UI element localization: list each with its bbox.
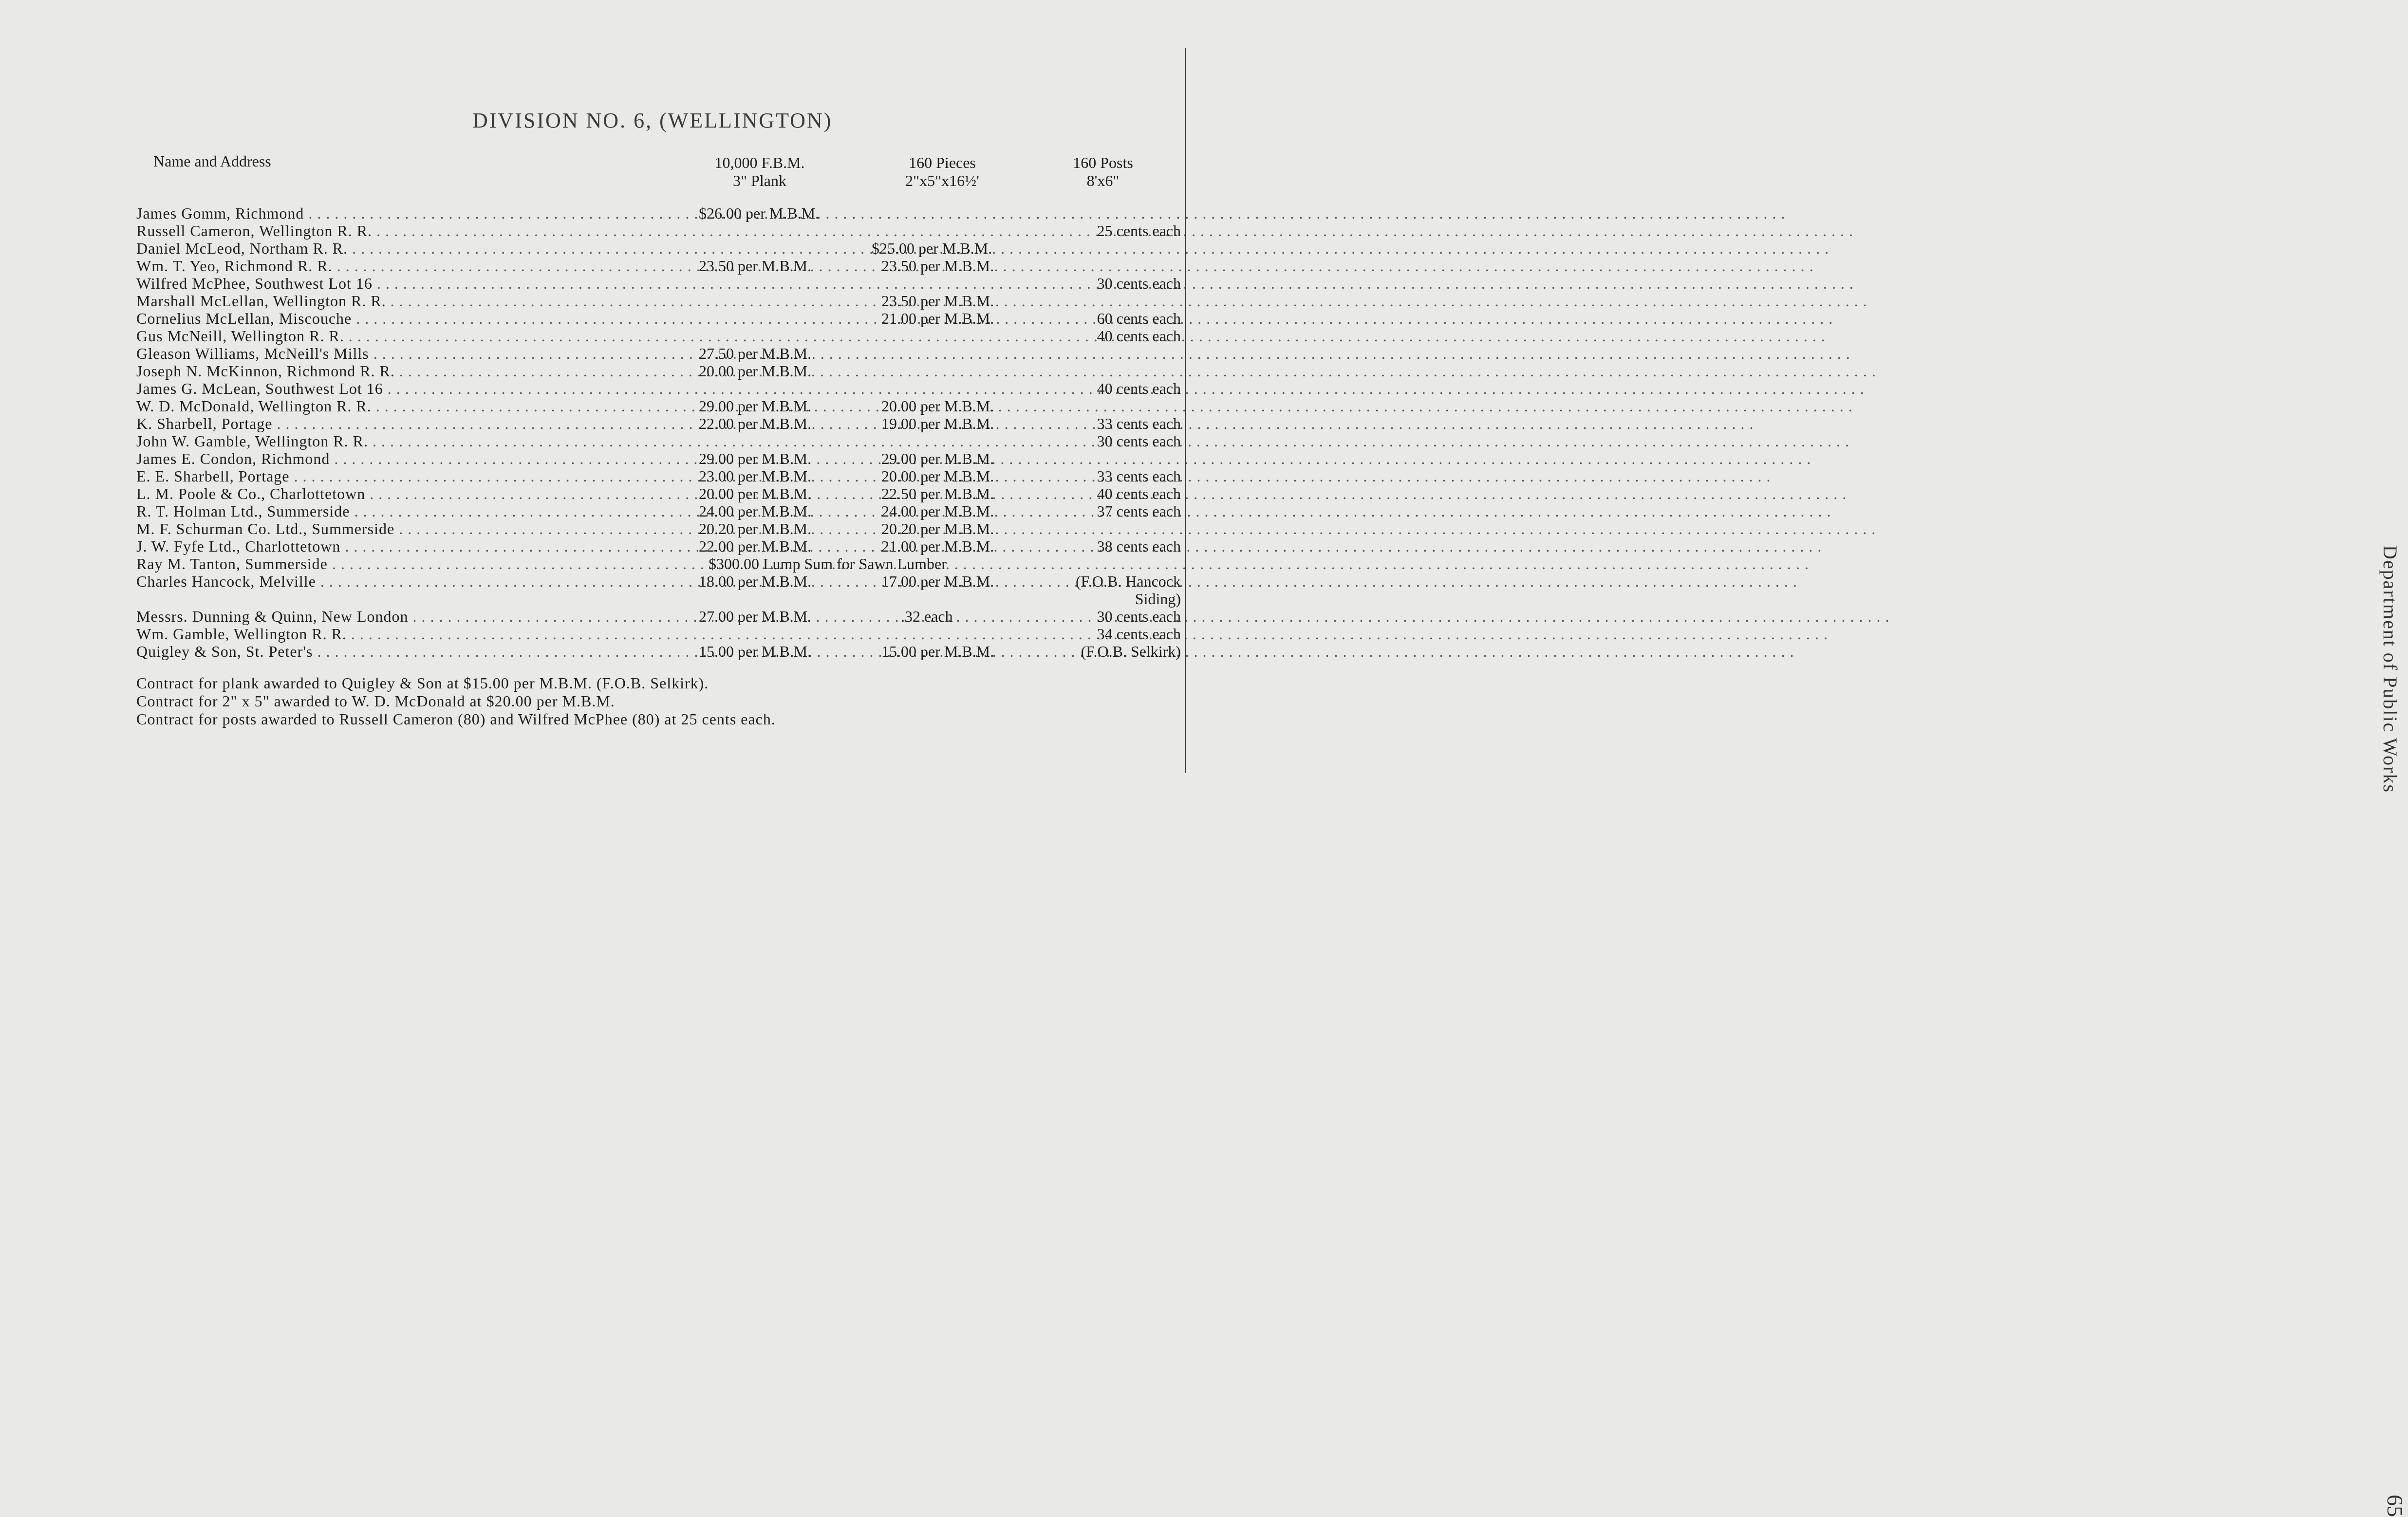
row-posts: (F.O.B. Selkirk) xyxy=(1081,643,1181,660)
table-row xyxy=(136,520,1169,537)
row-pieces: 20.20 per M.B.M. xyxy=(881,520,994,537)
row-name: James G. McLean, Southwest Lot 16 . . . xyxy=(136,380,648,397)
row-name: L. M. Poole & Co., Charlottetown . . . xyxy=(136,485,648,502)
header-posts xyxy=(1047,154,1159,190)
row-name: Charles Hancock, Melville . . . xyxy=(136,573,648,590)
row-posts: 40 cents each xyxy=(1097,327,1181,345)
header-posts-line1: 160 Posts xyxy=(1073,154,1133,171)
row-posts: 30 cents each xyxy=(1097,275,1181,292)
row-plank: 20.20 per M.B.M. xyxy=(699,520,812,537)
row-posts: 38 cents each xyxy=(1097,537,1181,555)
row-posts: 37 cents each xyxy=(1097,502,1181,520)
header-name-label: Name and Address xyxy=(153,152,271,170)
row-pieces: .32 each xyxy=(901,608,953,625)
table-row xyxy=(136,450,1169,467)
row-name: M. F. Schurman Co. Ltd., Summerside . . . xyxy=(136,520,648,537)
header-plank-line1: 10,000 F.B.M. xyxy=(714,154,805,171)
contract-notes xyxy=(136,674,776,728)
row-plank: 27.50 per M.B.M. xyxy=(699,345,812,362)
row-plank: 23.00 per M.B.M. xyxy=(699,467,812,485)
row-name: Daniel McLeod, Northam R. R. . . . xyxy=(136,240,648,257)
row-lump-sum: $300.00 Lump Sum for Sawn Lumber xyxy=(709,555,947,573)
table-row xyxy=(136,292,1169,310)
row-pieces: 15.00 per M.B.M. xyxy=(881,643,994,660)
row-name: Russell Cameron, Wellington R. R. . . . xyxy=(136,222,648,240)
row-name: Wm. Gamble, Wellington R. R. . . . xyxy=(136,625,648,643)
note-plank: Contract for plank awarded to Quigley & Son at $15.00 per M.B.M. (F.O.B. Selkirk). xyxy=(136,674,709,692)
table-row xyxy=(136,257,1169,275)
row-posts: 33 cents each xyxy=(1097,415,1181,432)
row-name: R. T. Holman Ltd., Summerside . . . xyxy=(136,502,648,520)
row-plank: 23.50 per M.B.M. xyxy=(699,257,812,275)
header-plank xyxy=(691,154,828,190)
row-plank: 27.00 per M.B.M. xyxy=(699,608,812,625)
row-pieces: 19.00 per M.B.M. xyxy=(881,415,994,432)
header-pieces-line2: 2"x5"x16½' xyxy=(905,172,979,189)
row-name: Joseph N. McKinnon, Richmond R. R. . . . xyxy=(136,362,648,380)
tender-table xyxy=(136,204,1181,660)
table-row xyxy=(136,643,1181,660)
note-posts: Contract for posts awarded to Russell Cameron (80) and Wilfred McPhee (80) at 25 cents each. xyxy=(136,710,776,728)
row-name: Gus McNeill, Wellington R. R. . . . xyxy=(136,327,648,345)
row-name: John W. Gamble, Wellington R. R. . . . xyxy=(136,432,648,450)
row-name: Wilfred McPhee, Southwest Lot 16 . . . xyxy=(136,275,648,292)
row-posts: (F.O.B. Hancock Siding) xyxy=(1075,573,1181,608)
running-head-text: Department of Public Works xyxy=(2379,545,2401,794)
table-row xyxy=(136,362,1169,380)
row-name: Cornelius McLellan, Miscouche . . . xyxy=(136,310,648,327)
row-name: J. W. Fyfe Ltd., Charlottetown . . . xyxy=(136,537,648,555)
page-title: DIVISION NO. 6, (WELLINGTON) xyxy=(472,109,833,132)
row-pieces: $25.00 per M.B.M. xyxy=(872,240,992,257)
table-row xyxy=(136,415,1181,432)
row-pieces: 24.00 per M.B.M. xyxy=(881,502,994,520)
table-row xyxy=(136,310,1181,327)
table-row xyxy=(136,467,1181,485)
row-pieces: 20.00 per M.B.M. xyxy=(881,467,994,485)
row-pieces: 23.50 per M.B.M. xyxy=(881,292,994,310)
table-row xyxy=(136,555,1169,573)
row-posts: 60 cents each xyxy=(1097,310,1181,327)
row-pieces: 23.50 per M.B.M. xyxy=(881,257,994,275)
table-row xyxy=(136,625,1181,643)
row-name: W. D. McDonald, Wellington R. R. . . . xyxy=(136,397,648,415)
row-posts: 25 cents each xyxy=(1097,222,1181,240)
header-pieces-line1: 160 Pieces xyxy=(909,154,976,171)
row-pieces: 17.00 per M.B.M. xyxy=(881,573,994,590)
row-plank: 22.00 per M.B.M. xyxy=(699,537,812,555)
table-row xyxy=(136,397,1169,415)
table-row xyxy=(136,327,1181,345)
row-name: Wm. T. Yeo, Richmond R. R. . . . xyxy=(136,257,648,275)
row-pieces: 21.00 per M.B.M. xyxy=(881,537,994,555)
table-row xyxy=(136,537,1181,555)
row-name: James E. Condon, Richmond . . . xyxy=(136,450,648,467)
row-name: Messrs. Dunning & Quinn, New London . . . xyxy=(136,608,648,625)
row-plank: 20.00 per M.B.M. xyxy=(699,362,812,380)
page-number: 65 xyxy=(2383,1495,2408,1517)
row-plank: 20.00 per M.B.M. xyxy=(699,485,812,502)
row-posts: 34 cents each xyxy=(1097,625,1181,643)
table-row xyxy=(136,275,1181,292)
row-name: K. Sharbell, Portage . . . xyxy=(136,415,648,432)
table-row xyxy=(136,345,1169,362)
row-posts: 30 cents each xyxy=(1097,432,1181,450)
row-pieces: 21.00 per M.B.M. xyxy=(881,310,994,327)
row-name: Marshall McLellan, Wellington R. R. . . . xyxy=(136,292,648,310)
row-posts: 33 cents each xyxy=(1097,467,1181,485)
table-row xyxy=(136,432,1181,450)
header-name xyxy=(153,152,271,170)
table-row xyxy=(136,380,1181,397)
table-row xyxy=(136,502,1181,520)
row-pieces: 29.00 per M.B.M. xyxy=(881,450,994,467)
row-posts: 40 cents each xyxy=(1097,485,1181,502)
header-posts-line2: 8'x6" xyxy=(1086,172,1120,189)
header-plank-line2: 3" Plank xyxy=(733,172,786,189)
table-row xyxy=(136,485,1181,502)
row-plank: $26.00 per M.B.M. xyxy=(699,204,820,222)
table-row xyxy=(136,573,1181,608)
row-name: Ray M. Tanton, Summerside . . . xyxy=(136,555,648,573)
row-name: Gleason Williams, McNeill's Mills . . . xyxy=(136,345,648,362)
row-name: E. E. Sharbell, Portage . . . xyxy=(136,467,648,485)
table-row xyxy=(136,204,1169,222)
row-plank: 29.00 per M.B.M. xyxy=(699,397,812,415)
row-pieces: 20.00 per M.B.M. xyxy=(881,397,994,415)
row-name: James Gomm, Richmond . . . xyxy=(136,204,648,222)
margin-rule xyxy=(1185,48,1186,773)
header-pieces xyxy=(877,154,1008,190)
row-plank: 18.00 per M.B.M. xyxy=(699,573,812,590)
row-name: Quigley & Son, St. Peter's . . . xyxy=(136,643,648,660)
table-row xyxy=(136,240,1169,257)
row-posts: 30 cents each xyxy=(1097,608,1181,625)
note-pieces: Contract for 2" x 5" awarded to W. D. McDonald at $20.00 per M.B.M. xyxy=(136,692,615,710)
row-pieces: 22.50 per M.B.M. xyxy=(881,485,994,502)
row-plank: 22.00 per M.B.M. xyxy=(699,415,812,432)
row-plank: 24.00 per M.B.M. xyxy=(699,502,812,520)
row-posts: 40 cents each xyxy=(1097,380,1181,397)
table-row xyxy=(136,608,1181,625)
row-plank: 29.00 per M.B.M. xyxy=(699,450,812,467)
row-plank: 15.00 per M.B.M. xyxy=(699,643,812,660)
table-row xyxy=(136,222,1181,240)
